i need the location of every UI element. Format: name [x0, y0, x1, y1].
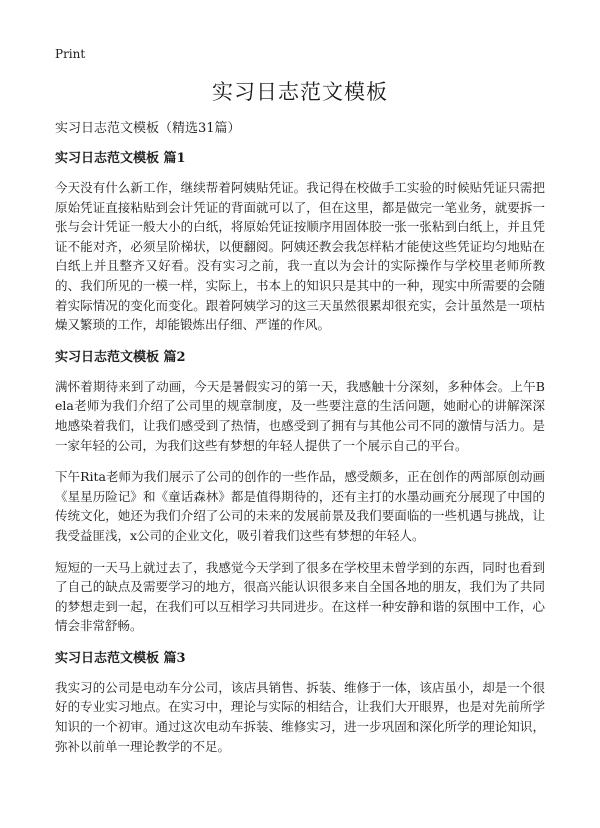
section-2 [55, 349, 545, 636]
section-heading: 实习日志范文模板 篇1 [55, 151, 186, 166]
section-1 [55, 150, 545, 335]
section-paragraph: 满怀着期待来到了动画，今天是暑假实习的第一天，我感触十分深刻，多种体会。上午Bela老师为我们介绍了公司里的规章制度，及一些要注意的生活问题，她耐心的讲解深深地感染着我们，让我们感受到了热情，也感受到了拥有与其他公司不同的激情与活力。是一家年轻的公司，为我们这些有梦想的年轻人提供了一个展示自己的平台。 [55, 378, 545, 453]
section-heading: 实习日志范文模板 篇3 [55, 650, 186, 666]
document-body [55, 150, 545, 768]
section-paragraph: 短短的一天马上就过去了，我感觉今天学到了很多在学校里未曾学到的东西，同时也看到了自己的缺点及需要学习的地方，很高兴能认识很多来自全国各地的朋友，我们为了共同的梦想走到一起，在我们可以互相学习共同进步。在这样一种安静和谐的氛围中工作，心情会非常舒畅。 [55, 559, 545, 634]
print-link[interactable]: Print [55, 47, 86, 61]
section-paragraph: 今天没有什么新工作，继续帮着阿姨贴凭证。我记得在校做手工实验的时候贴凭证只需把原始凭证直接粘贴到会计凭证的背面就可以了，但在这里，都是做完一笔业务，就要拆一张与会计凭证一般大小的白纸，将原始凭证按顺序用固体胶一张一张粘到白纸上，并且凭证不能对齐，必须呈阶梯状，以便翻阅。阿姨还教会我怎样粘才能使这些凭证均匀地贴在白纸上并且整齐又好看。没有实习之前，我一直以为会计的实际操作与学校里老师所教的、我们所见的一模一样，实际上，书本上的知识只是其中的一种，现实中所需要的会随着实际情况的变化而变化。跟着阿姨学习的这三天虽然很累却很充实，会计虽然是一项枯燥又繁琐的工作，却能锻炼出仔细、严谨的作风。 [55, 180, 545, 333]
section-paragraph: 下午Rita老师为我们展示了公司的创作的一些作品，感受颇多，正在创作的两部原创动画《星星历险记》和《童话森林》都是值得期待的，还有主打的水墨动画充分展现了中国的传统文化，她还为我们介绍了公司的未来的发展前景及我们要面临的一些机遇与挑战，让我受益匪浅，x公司的企业文化，吸引着我们这些有梦想的年轻人。 [55, 469, 545, 543]
document-subtitle: 实习日志范文模板（精选31篇） [55, 121, 241, 136]
section-heading: 实习日志范文模板 篇2 [55, 349, 186, 365]
section-3 [55, 650, 545, 756]
document-title: 实习日志范文模板 [212, 80, 388, 104]
section-paragraph: 我实习的公司是电动车分公司，该店具销售、拆装、维修于一体，该店虽小，却是一个很好的专业实习地点。在实习中，理论与实际的相结合，让我们大开眼界，也是对先前所学知识的一个初审。通过这次电动车拆装、维修实习，进一步巩固和深化所学的理论知识，弥补以前单一理论教学的不足。 [55, 679, 545, 754]
